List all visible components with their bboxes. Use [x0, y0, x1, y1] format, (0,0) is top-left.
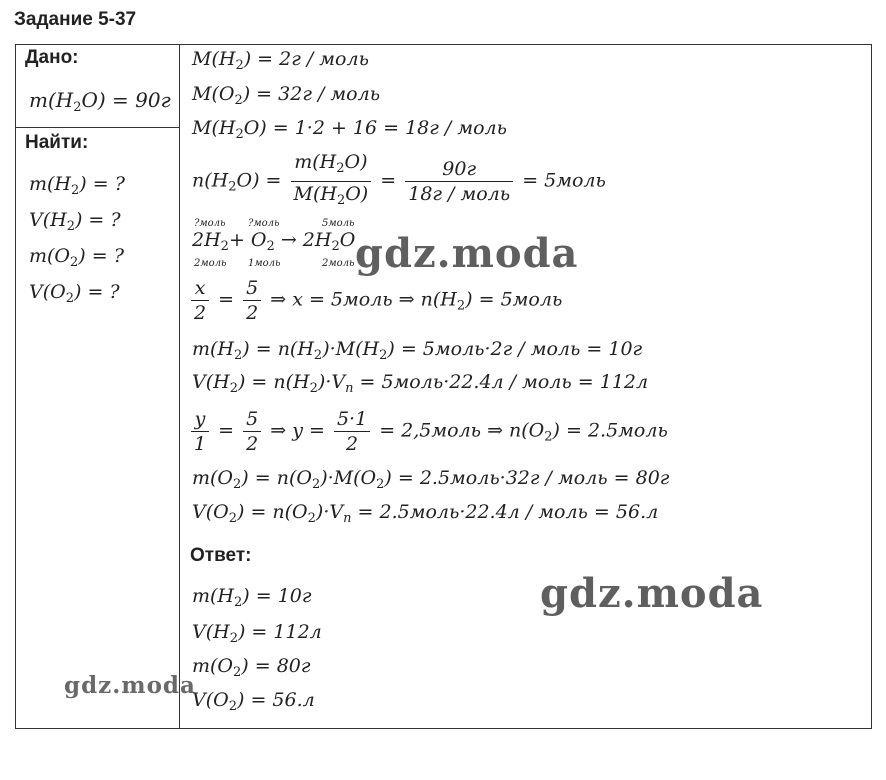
- watermark: gdz.moda: [355, 230, 579, 277]
- given-header: Дано:: [25, 47, 79, 68]
- task-title: Задание 5-37: [14, 9, 137, 30]
- molar-mass-o2: $M(O_2) = 32г$ / моль: [192, 83, 381, 108]
- proportion-x: $\frac{x}{2}$ = $\frac{5}{2}$ ⇒ x = 5моль ⇒ $n(H_2)$ = 5моль: [188, 276, 562, 325]
- reaction-annotation-top: 5моль: [322, 218, 355, 229]
- reaction-annotation-bottom: 2моль: [194, 258, 227, 269]
- find-item: $V(H_2)$ = ?: [29, 209, 121, 234]
- reaction-annotation-bottom: 1моль: [248, 258, 281, 269]
- reaction-annotation-top: ?моль: [194, 218, 226, 229]
- find-item: $m(H_2)$ = ?: [29, 173, 125, 198]
- find-item: $V(O_2)$ = ?: [29, 281, 120, 306]
- find-item: $m(O_2)$ = ?: [29, 245, 124, 270]
- watermark: gdz.moda: [64, 672, 196, 699]
- volume-o2-calc: $V(O_2) = n(O_2)\cdot V_n$ = 2.5моль·22.4л / моль = 56.л: [192, 501, 659, 526]
- volume-h2-calc: $V(H_2) = n(H_2)\cdot V_n$ = 5моль·22.4л / моль = 112л: [192, 371, 649, 396]
- answer-item: $V(O_2) = 56.л$: [192, 689, 315, 714]
- watermark: gdz.moda: [540, 570, 764, 617]
- mass-o2-calc: $m(O_2) = n(O_2)\cdot M(O_2)$ = 2.5моль·32г / моль = 80г: [192, 467, 670, 492]
- molar-mass-water: $M(H_2O) = 1\cdot 2 + 16 = 18г$ / моль: [192, 117, 507, 142]
- reaction-annotation-bottom: 2моль: [322, 258, 355, 269]
- column-divider: [179, 44, 180, 729]
- reaction-annotation-top: ?моль: [248, 218, 280, 229]
- proportion-y: $\frac{y}{1}$ = $\frac{5}{2}$ ⇒ y = $\frac{5\cdot 1}{2}$ = 2,5моль ⇒ $n(O_2)$ = 2.5моль: [188, 407, 668, 456]
- answer-item: $V(H_2) = 112л$: [192, 621, 322, 646]
- answer-item: $m(O_2) = 80г$: [192, 655, 311, 680]
- reaction-equation: $2H_2+ O_2 \to 2H_2O$: [192, 229, 356, 254]
- answer-item: $m(H_2) = 10г$: [192, 585, 312, 610]
- mass-h2-calc: $m(H_2) = n(H_2)\cdot M(H_2)$ = 5моль·2г / моль = 10г: [192, 338, 643, 363]
- molar-mass-h2: $M(H_2) = 2г$ / моль: [192, 48, 369, 73]
- answer-header: Ответ:: [190, 545, 252, 566]
- find-header: Найти:: [25, 132, 89, 153]
- moles-water-formula: $n(H_2O)$ = $\frac{m(H_2O)}{M(H_2O)}$ = $\frac{90г}{\text{18г / моль}}$ = 5моль: [192, 151, 606, 208]
- given-find-divider: [15, 127, 180, 128]
- given-water-mass: $m(H_2O) = 90г$: [29, 88, 171, 115]
